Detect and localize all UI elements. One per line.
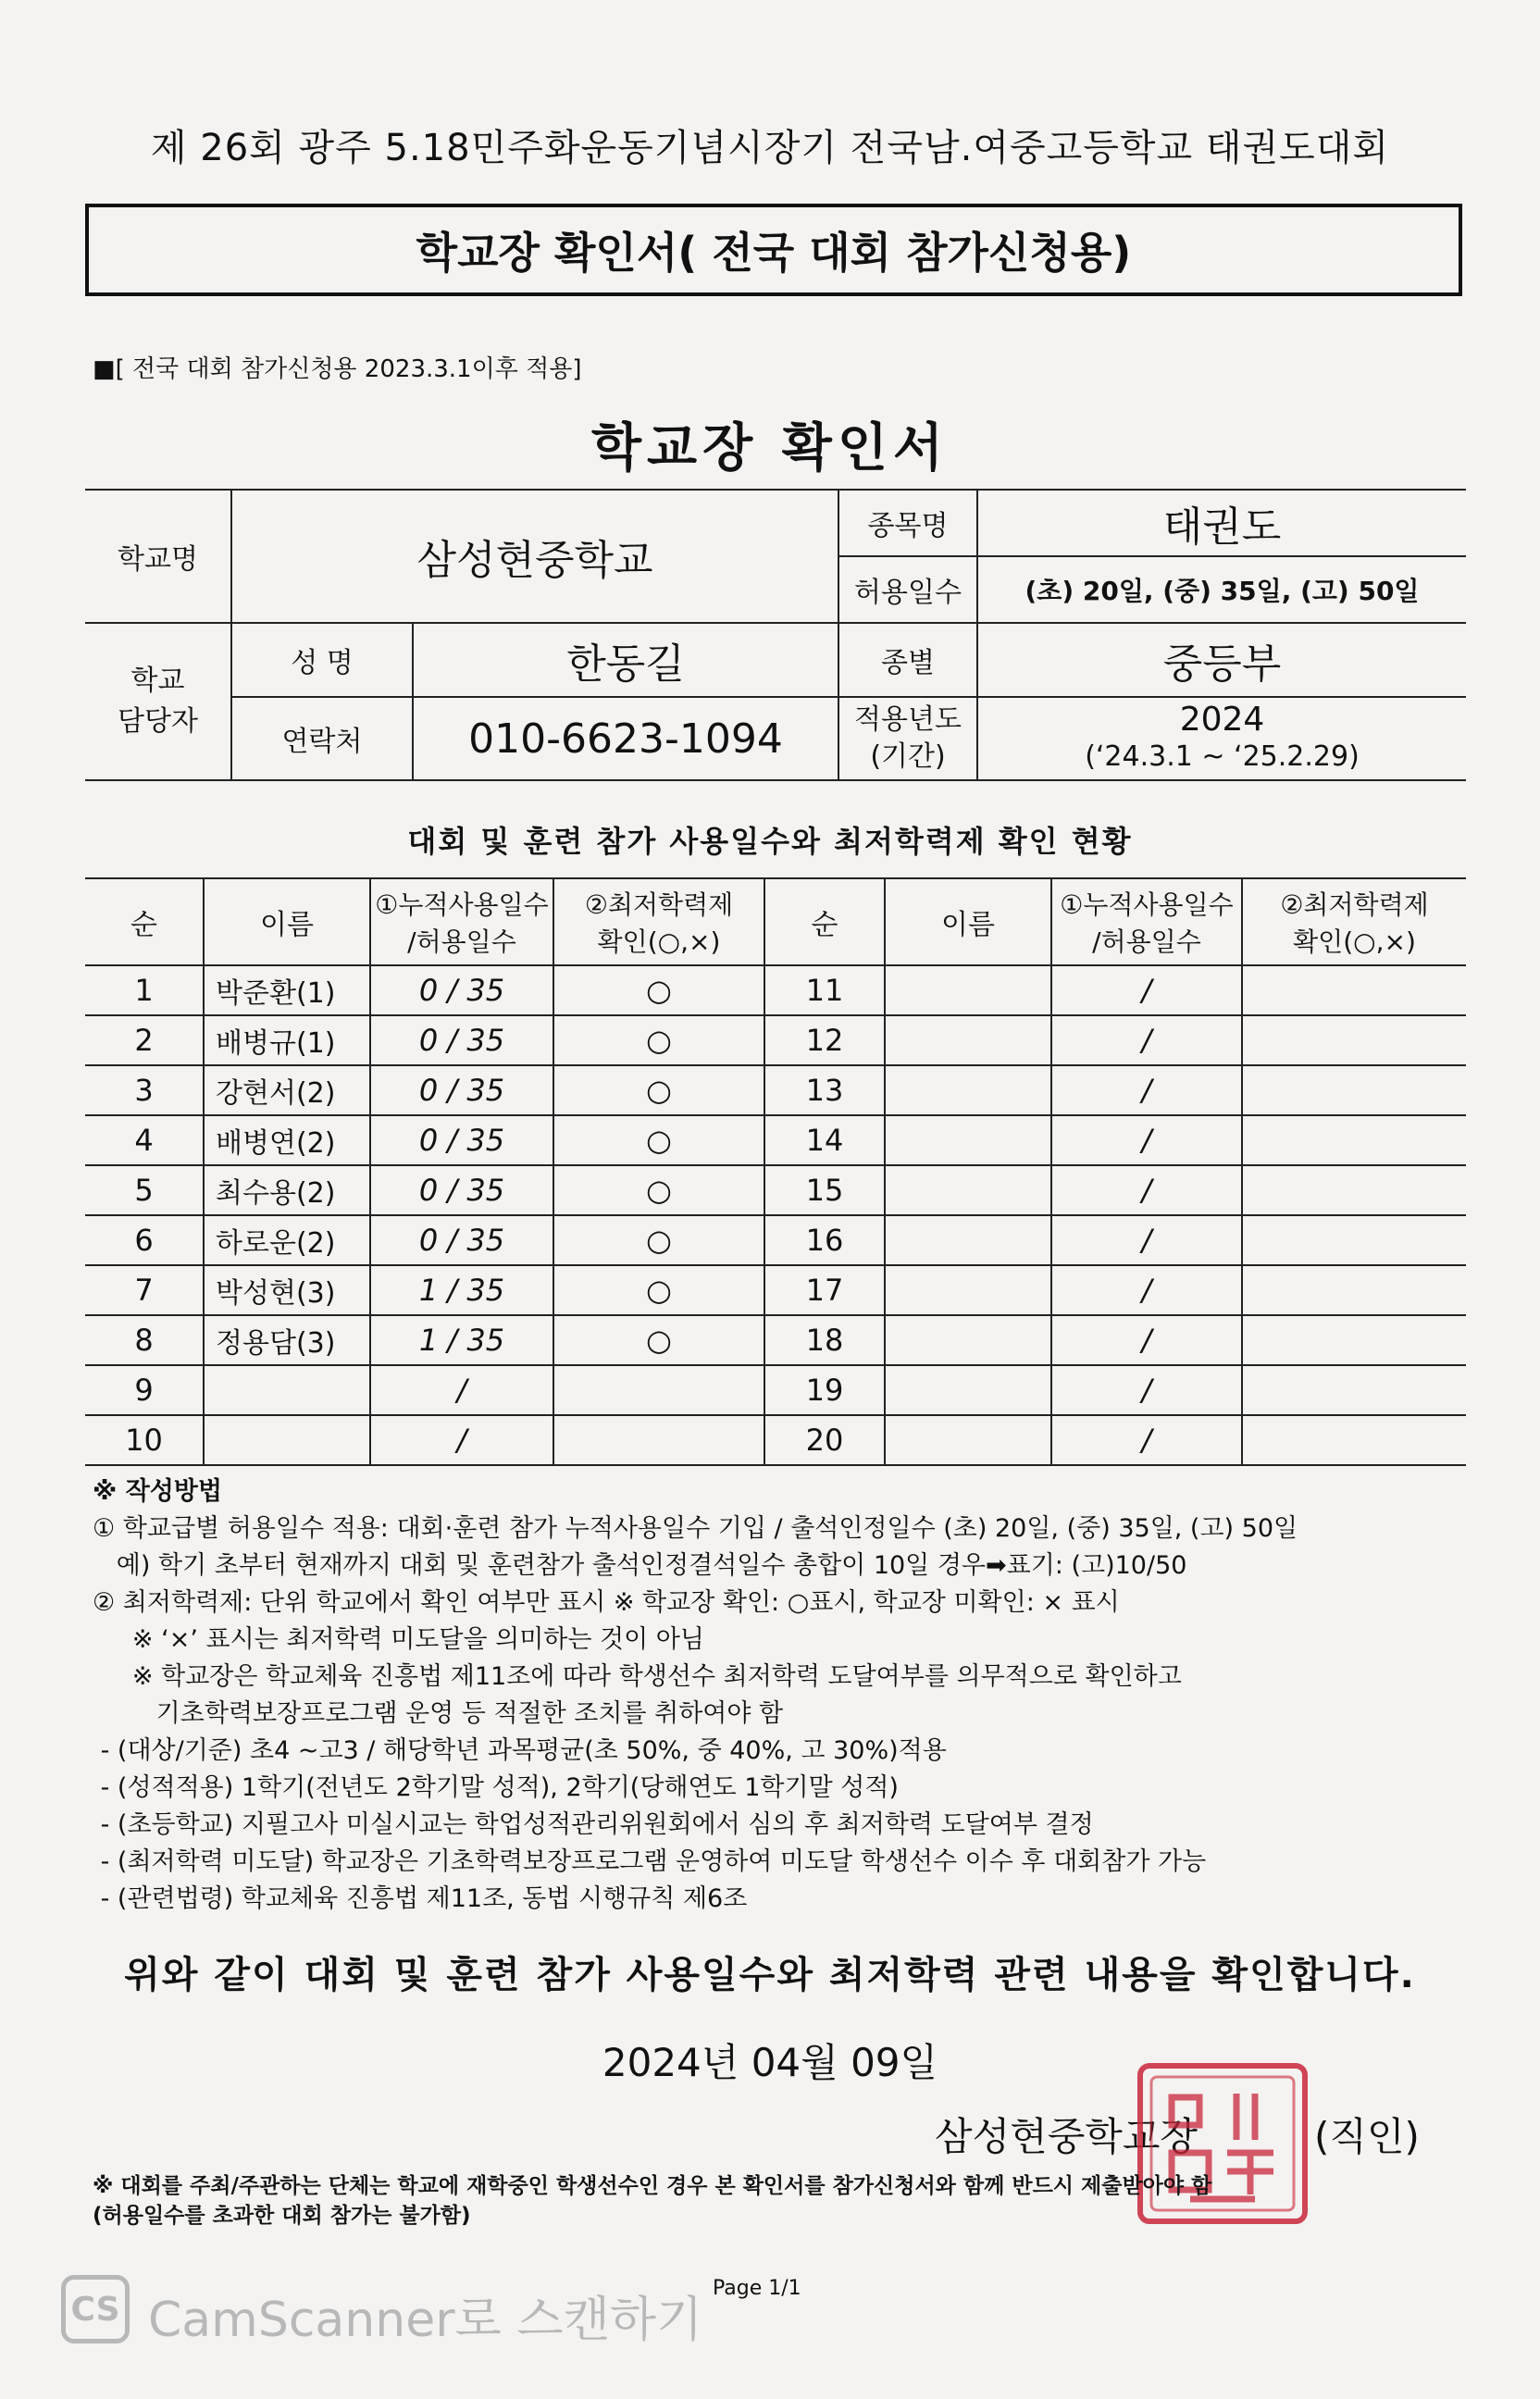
- sport-label: 종목명: [838, 490, 977, 556]
- table-row: [85, 1365, 1466, 1415]
- row-check: ○: [553, 1115, 764, 1165]
- row-name: 배병규(1): [204, 1015, 370, 1065]
- table-row: [85, 1065, 1466, 1115]
- row-no: 3: [85, 1065, 204, 1115]
- table-row: [85, 1315, 1466, 1365]
- row-days: 0 / 35: [370, 965, 553, 1015]
- row-check: [1242, 1415, 1466, 1465]
- row-check: [1242, 1115, 1466, 1165]
- row-check: ○: [553, 1065, 764, 1115]
- header-no-right: 순: [764, 878, 885, 965]
- row-check: [1242, 1015, 1466, 1065]
- row-name: [885, 1315, 1051, 1365]
- header-check-right: ②최저학력제 확인(○,×): [1242, 878, 1466, 965]
- row-check: ○: [553, 1015, 764, 1065]
- document-title: 학교장 확인서: [590, 418, 950, 479]
- row-no: 10: [85, 1415, 204, 1465]
- row-check: [553, 1415, 764, 1465]
- row-days: /: [370, 1365, 553, 1415]
- method-line: - (관련법령) 학교체육 진흥법 제11조, 동법 시행규칙 제6조: [93, 1884, 748, 1913]
- school-label: 학교명: [85, 490, 231, 623]
- row-days: 0 / 35: [370, 1215, 553, 1265]
- row-name: [885, 1415, 1051, 1465]
- row-check: [1242, 1165, 1466, 1215]
- document-date: 2024년 04월 09일: [602, 2040, 938, 2085]
- method-line: ① 학교급별 허용일수 적용: 대회·훈련 참가 누적사용일수 기입 / 출석인정일수 (초) 20일, (중) 35일, (고) 50일: [93, 1514, 1298, 1543]
- year-cell: [977, 697, 1466, 780]
- row-check: ○: [553, 1315, 764, 1365]
- row-no: 13: [764, 1065, 885, 1115]
- method-line: ② 최저학력제: 단위 학교에서 확인 여부만 표시 ※ 학교장 확인: ○표시, 학교장 미확인: × 표시: [93, 1588, 1120, 1617]
- method-line: ※ ‘×’ 표시는 최저학력 미도달을 의미하는 것이 아님: [93, 1625, 704, 1654]
- row-days: 0 / 35: [370, 1115, 553, 1165]
- row-days: /: [1051, 1015, 1242, 1065]
- signer: 삼성현중학교장: [935, 2114, 1198, 2159]
- row-check: [1242, 1315, 1466, 1365]
- manager-name: 한동길: [413, 623, 838, 697]
- row-check: [1242, 1065, 1466, 1115]
- header-name-left: 이름: [204, 878, 370, 965]
- row-no: 20: [764, 1415, 885, 1465]
- row-check: ○: [553, 965, 764, 1015]
- table-row: [85, 1165, 1466, 1215]
- row-days: /: [1051, 1265, 1242, 1315]
- row-days: 0 / 35: [370, 1015, 553, 1065]
- school-value: 삼성현중학교: [231, 490, 838, 623]
- row-no: 5: [85, 1165, 204, 1215]
- division-label: 종별: [838, 623, 977, 697]
- row-name: [204, 1415, 370, 1465]
- method-line: - (성적적용) 1학기(전년도 2학기말 성적), 2학기(당해연도 1학기말 성적): [93, 1773, 899, 1802]
- athlete-table: [85, 877, 1466, 1466]
- row-no: 4: [85, 1115, 204, 1165]
- event-title: 제 26회 광주 5.18민주화운동기념시장기 전국남.여중고등학교 태권도대회: [150, 127, 1390, 169]
- row-name: [885, 1265, 1051, 1315]
- sport-value: 태권도: [977, 490, 1466, 556]
- row-name: [885, 1015, 1051, 1065]
- division-value: 중등부: [977, 623, 1466, 697]
- contact-label: 연락처: [231, 697, 413, 780]
- method-line: 기초학력보장프로그램 운영 등 적절한 조치를 취하여야 함: [93, 1699, 784, 1728]
- method-line: ※ 학교장은 학교체육 진흥법 제11조에 따라 학생선수 최저학력 도달여부를 의무적으로 확인하고: [93, 1662, 1182, 1691]
- row-check: ○: [553, 1165, 764, 1215]
- camscanner-logo-icon: CS: [61, 2275, 130, 2343]
- year-label: 적용년도 (기간): [838, 697, 977, 780]
- row-name: [885, 1065, 1051, 1115]
- table-row: [85, 1015, 1466, 1065]
- writing-method: [93, 1473, 1298, 1918]
- row-name: [885, 1115, 1051, 1165]
- row-check: ○: [553, 1265, 764, 1315]
- year-value: 2024: [1179, 701, 1265, 739]
- row-no: 8: [85, 1315, 204, 1365]
- declaration: 위와 같이 대회 및 훈련 참가 사용일수와 최저학력 관련 내용을 확인합니다.: [124, 1954, 1416, 1996]
- header-no-left: 순: [85, 878, 204, 965]
- row-days: /: [1051, 1115, 1242, 1165]
- table-row: [85, 1115, 1466, 1165]
- row-check: [553, 1365, 764, 1415]
- row-name: [204, 1365, 370, 1415]
- footnote: [93, 2171, 1211, 2231]
- method-line: 예) 학기 초부터 현재까지 대회 및 훈련참가 출석인정결석일수 총합이 10일 경우➡표기: (고)10/50: [93, 1551, 1187, 1580]
- row-no: 12: [764, 1015, 885, 1065]
- row-no: 17: [764, 1265, 885, 1315]
- row-days: /: [370, 1415, 553, 1465]
- row-no: 9: [85, 1365, 204, 1415]
- row-name: 배병연(2): [204, 1115, 370, 1165]
- row-name: 최수용(2): [204, 1165, 370, 1215]
- table-row: [85, 965, 1466, 1015]
- row-no: 7: [85, 1265, 204, 1315]
- method-title: ※ 작성방법: [93, 1477, 222, 1506]
- row-name: 정용담(3): [204, 1315, 370, 1365]
- row-days: /: [1051, 1215, 1242, 1265]
- method-line: - (최저학력 미도달) 학교장은 기초학력보장프로그램 운영하여 미도달 학생선수 이수 후 대회참가 가능: [93, 1847, 1207, 1876]
- header-days-right: ①누적사용일수 /허용일수: [1051, 878, 1242, 965]
- allowed-days-value: (초) 20일, (중) 35일, (고) 50일: [977, 556, 1466, 623]
- row-name: [885, 965, 1051, 1015]
- row-name: 박성현(3): [204, 1265, 370, 1315]
- row-days: 0 / 35: [370, 1165, 553, 1215]
- row-name: [885, 1215, 1051, 1265]
- row-days: 0 / 35: [370, 1065, 553, 1115]
- form-title-box: 학교장 확인서( 전국 대회 참가신청용): [85, 204, 1462, 296]
- row-no: 16: [764, 1215, 885, 1265]
- row-days: /: [1051, 1165, 1242, 1215]
- row-days: 1 / 35: [370, 1315, 553, 1365]
- table-row: [85, 1215, 1466, 1265]
- row-no: 1: [85, 965, 204, 1015]
- name-label: 성 명: [231, 623, 413, 697]
- row-name: 박준환(1): [204, 965, 370, 1015]
- contact-value: 010-6623-1094: [413, 697, 838, 780]
- row-name: 하로운(2): [204, 1215, 370, 1265]
- row-name: [885, 1365, 1051, 1415]
- row-name: 강현서(2): [204, 1065, 370, 1115]
- row-no: 15: [764, 1165, 885, 1215]
- row-days: /: [1051, 1315, 1242, 1365]
- row-no: 11: [764, 965, 885, 1015]
- table-row: [85, 1265, 1466, 1315]
- row-check: [1242, 1265, 1466, 1315]
- table-row: [85, 1415, 1466, 1465]
- row-check: [1242, 1215, 1466, 1265]
- header-days-left: ①누적사용일수 /허용일수: [370, 878, 553, 965]
- row-name: [885, 1165, 1051, 1215]
- application-notice: ■[ 전국 대회 참가신청용 2023.3.1이후 적용]: [93, 355, 582, 383]
- row-no: 2: [85, 1015, 204, 1065]
- allowed-days-label: 허용일수: [838, 556, 977, 623]
- row-days: /: [1051, 1415, 1242, 1465]
- seal-note: (직인): [1314, 2114, 1420, 2159]
- manager-label: 학교 담당자: [85, 623, 231, 780]
- camscanner-watermark: CamScanner로 스캔하기: [148, 2293, 703, 2348]
- row-check: [1242, 1365, 1466, 1415]
- row-days: /: [1051, 965, 1242, 1015]
- row-no: 19: [764, 1365, 885, 1415]
- row-days: /: [1051, 1365, 1242, 1415]
- row-no: 6: [85, 1215, 204, 1265]
- row-days: /: [1051, 1065, 1242, 1115]
- row-no: 18: [764, 1315, 885, 1365]
- header-check-left: ②최저학력제 확인(○,×): [553, 878, 764, 965]
- footnote-line-2: (허용일수를 초과한 대회 참가는 불가함): [93, 2204, 471, 2228]
- footnote-line-1: ※ 대회를 주최/주관하는 단체는 학교에 재학중인 학생선수인 경우 본 확인서를 참가신청서와 함께 반드시 제출받아야 함: [93, 2174, 1212, 2198]
- row-check: ○: [553, 1215, 764, 1265]
- header-name-right: 이름: [885, 878, 1051, 965]
- method-line: - (초등학교) 지필고사 미실시교는 학업성적관리위원회에서 심의 후 최저학력 도달여부 결정: [93, 1810, 1094, 1839]
- row-days: 1 / 35: [370, 1265, 553, 1315]
- status-title: 대회 및 훈련 참가 사용일수와 최저학력제 확인 현황: [407, 824, 1133, 859]
- year-period: (‘24.3.1 ~ ‘25.2.29): [1085, 740, 1360, 773]
- row-no: 14: [764, 1115, 885, 1165]
- row-check: [1242, 965, 1466, 1015]
- school-info-table: [85, 489, 1466, 781]
- page-number: Page 1/1: [713, 2277, 801, 2300]
- method-line: - (대상/기준) 초4 ~고3 / 해당학년 과목평균(초 50%, 중 40%, 고 30%)적용: [93, 1736, 947, 1765]
